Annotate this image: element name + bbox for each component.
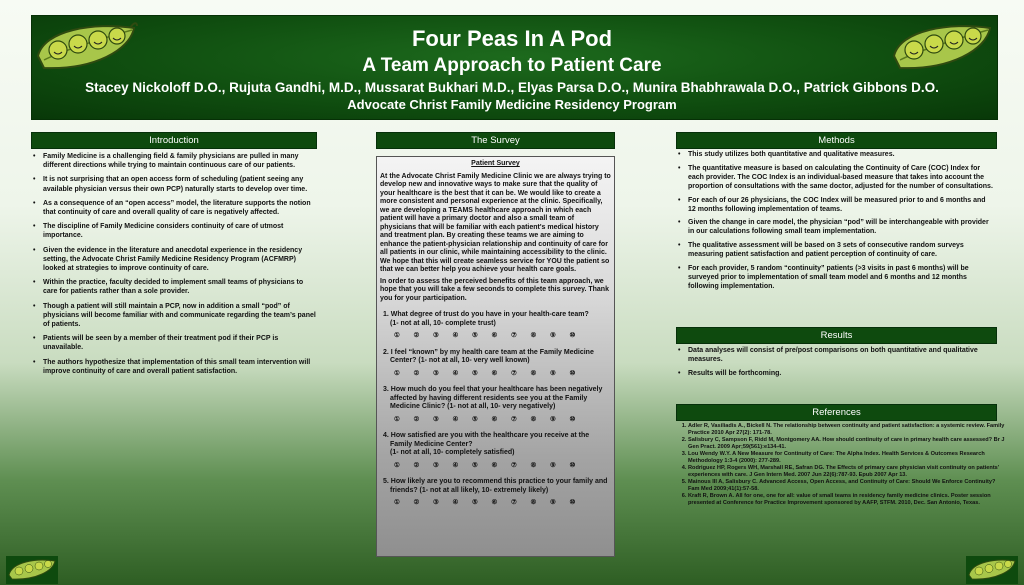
rating-option[interactable]: ⑦ <box>511 461 517 469</box>
rating-option[interactable]: ⑤ <box>472 499 478 506</box>
rating-option[interactable]: ④ <box>452 332 459 339</box>
introduction-bullet: • The discipline of Family Medicine considers continuity of care of utmost importance. <box>31 222 316 240</box>
rating-option[interactable]: ⑩ <box>569 415 576 423</box>
rating-option[interactable]: ⑩ <box>569 369 576 377</box>
rating-scale <box>380 499 611 508</box>
rating-option[interactable]: ⑦ <box>511 332 517 339</box>
reference-item: 3. Lou Wendy W.Y. A New Measure for Continuity of Care: The Alpha Index. Health Services & Outcomes Research Methodology 1:3-4 (2000): 277-289. <box>688 451 1006 465</box>
rating-scale <box>380 416 611 425</box>
references-list <box>676 423 1006 507</box>
survey-question <box>380 478 611 508</box>
results-bullet: • Results will be forthcoming. <box>676 369 994 378</box>
rating-option[interactable]: ⑥ <box>491 369 498 377</box>
rating-option[interactable]: ③ <box>433 369 439 377</box>
rating-option[interactable]: ⑨ <box>550 499 556 506</box>
survey-header: The Survey <box>376 132 615 149</box>
pea-pod-logo-bottom-left <box>4 556 60 584</box>
patient-survey-form <box>376 156 615 557</box>
survey-question <box>380 386 611 424</box>
introduction-bullet: • Though a patient will still maintain a PCP, now in addition a small “pod” of physicians will become familiar with and communicate regarding the team’s panel of patients. <box>31 302 316 330</box>
rating-option[interactable]: ① <box>394 461 400 469</box>
introduction-bullet: • The authors hypothesize that implementation of this small team intervention will improve continuity of care and overall patient satisfaction. <box>31 358 316 376</box>
rating-option[interactable]: ⑥ <box>491 499 498 506</box>
rating-option[interactable]: ⑨ <box>550 369 556 377</box>
rating-option[interactable]: ⑤ <box>472 369 478 377</box>
rating-option[interactable]: ② <box>413 461 420 469</box>
methods-bullet: • The qualitative assessment will be based on 3 sets of consecutive random surveys measuring patient satisfaction and patient perception of continuity of care. <box>676 242 994 260</box>
rating-option[interactable]: ⑩ <box>569 332 576 339</box>
results-list <box>676 346 994 384</box>
methods-bullet: • For each provider, 5 random “continuity” patients (>3 visits in past 6 months) will be surveyed prior to implementation of small team model and 6 months and 12 months following implementation. <box>676 265 994 292</box>
rating-option[interactable]: ⑧ <box>530 369 537 377</box>
methods-bullet: • The quantitative measure is based on calculating the Continuity of Care (COC) Index for each provider. The COC Index is an individual-based measure that takes into account the proportion of consultations with the same doctor, adjusted for the number of consultations. <box>676 165 994 192</box>
rating-option[interactable]: ① <box>394 499 400 506</box>
rating-option[interactable]: ⑨ <box>550 332 556 339</box>
methods-bullet: • For each of our 26 physicians, the COC Index will be measured prior to and 6 months and 12 months following implementation of teams. <box>676 197 994 215</box>
rating-scale <box>380 332 611 341</box>
methods-header: Methods <box>676 132 997 149</box>
survey-question-text: 5. How likely are you to recommend this practice to your family and friends? (1- not at all likely, 10- extremely likely) <box>383 478 608 494</box>
rating-option[interactable]: ④ <box>452 415 459 423</box>
rating-option[interactable]: ⑩ <box>569 499 576 506</box>
survey-intro-paragraph: At the Advocate Christ Family Medicine Clinic we are always trying to develop new and innovative ways to make sure that the quality of your healthcare is the best that it can be. We would like to create a more consistent and personal experience at the clinic. Specifically, we are developing a TEAMS healthcare approach in which each patient will have a primary doctor and also a small team of physicians that will be familiar with each patient's medical history and treatment plan. By creating these teams we are aiming to enhance the patient-physician relationship and continuity of care for all patients in our clinic, while maintaining accessibility to the clinic. We hope that this will create seamless service for YOU the patient so that we can better help you achieve your health care goals. <box>380 172 611 273</box>
rating-option[interactable]: ⑥ <box>491 415 498 423</box>
introduction-bullet: • It is not surprising that an open access form of scheduling (patient seeing any available physician versus their own PCP) naturally starts to develop over time. <box>31 175 316 193</box>
survey-request-paragraph: In order to assess the perceived benefits of this team approach, we hope that you will take a few seconds to complete this survey. Thank you for your participation. <box>380 277 609 302</box>
reference-item: 2. Salisbury C, Sampson F, Ridd M, Montgomery AA. How should continuity of care in primary health care assessed? Br J Gen Pract. 2009 Apr;59(561):e134-41. <box>688 437 1006 451</box>
introduction-bullet: • As a consequence of an “open access” model, the literature supports the notion that continuity of care and overall quality of care is negatively affected. <box>31 199 316 217</box>
rating-option[interactable]: ② <box>413 415 420 423</box>
pea-pod-logo-bottom-right <box>964 556 1020 584</box>
rating-option[interactable]: ⑤ <box>472 461 478 469</box>
rating-option[interactable]: ① <box>394 415 400 423</box>
methods-bullet: • This study utilizes both quantitative and qualitative measures. <box>676 151 994 160</box>
references-header: References <box>676 404 997 421</box>
survey-question <box>380 432 611 470</box>
rating-scale <box>380 462 611 471</box>
rating-option[interactable]: ⑧ <box>530 499 537 506</box>
program-name: Advocate Christ Family Medicine Residency Program <box>347 97 677 112</box>
survey-heading: Patient Survey <box>471 160 520 167</box>
survey-question-text: 2. I feel “known” by my health care team at the Family Medicine Center? (1- not at all, 10- very well known) <box>383 348 594 364</box>
survey-question <box>380 349 611 379</box>
poster-subtitle: A Team Approach to Patient Care <box>362 55 662 76</box>
rating-option[interactable]: ③ <box>433 499 439 506</box>
survey-question-text: 1. What degree of trust do you have in your health-care team? (1- not at all, 10- complete trust) <box>383 311 589 327</box>
rating-scale <box>380 370 611 379</box>
results-bullet: • Data analyses will consist of pre/post comparisons on both quantitative and qualitative measures. <box>676 346 994 364</box>
introduction-bullet: • Family Medicine is a challenging field & family physicians are pulled in many different directions while trying to maintain continuous care of our patients. <box>31 152 316 170</box>
rating-option[interactable]: ④ <box>452 369 459 377</box>
reference-item: 4. Rodriguez HP, Rogers WH, Marshall RE, Safran DG. The Effects of primary care physician visit continuity on patients’ experiences with care. J Gen Intern Med. 2007 Jun 22(6):787-93. Epub 2007 Apr 13. <box>688 465 1006 479</box>
reference-item: 1. Adler R, Vasiliadis A., Bickell N. The relationship between continuity and patient satisfaction: a systemic review. Family Practice 2010 Apr 27(2): 171-78. <box>688 423 1006 437</box>
rating-option[interactable]: ③ <box>433 415 439 423</box>
rating-option[interactable]: ⑨ <box>550 461 556 469</box>
rating-option[interactable]: ⑥ <box>491 332 498 339</box>
survey-question-text: 4. How satisfied are you with the healthcare you receive at the Family Medicine Center? (1- not at all, 10- completely satisfied) <box>383 432 590 456</box>
introduction-bullet: • Given the evidence in the literature and anecdotal experience in the residency setting, the Advocate Christ Family Medicine Residency Program (ACFMRP) looked at strategies to improve continuity of care. <box>31 246 316 274</box>
poster-title: Four Peas In A Pod <box>411 26 613 51</box>
rating-option[interactable]: ④ <box>452 499 459 506</box>
rating-option[interactable]: ② <box>413 499 420 506</box>
rating-option[interactable]: ⑦ <box>511 415 517 423</box>
methods-bullet: • Given the change in care model, the physician “pod” will be interchangeable with provider in our calculations following small team implementation. <box>676 219 994 237</box>
introduction-header: Introduction <box>31 132 317 149</box>
rating-option[interactable]: ⑤ <box>472 332 478 339</box>
rating-option[interactable]: ⑧ <box>530 461 537 469</box>
rating-option[interactable]: ⑧ <box>530 415 537 423</box>
rating-option[interactable]: ① <box>394 369 400 377</box>
rating-option[interactable]: ② <box>413 332 420 339</box>
rating-option[interactable]: ⑩ <box>569 461 576 469</box>
reference-item: 5. Mainous III A, Salisbury C. Advanced Access, Open Access, and Continuity of Care: Should We Enforce Continuity? Fam Med 2009;41(1):57-58. <box>688 479 1006 493</box>
rating-option[interactable]: ⑦ <box>511 369 517 377</box>
survey-question <box>380 311 611 341</box>
authors-line: Stacey Nickoloff D.O., Rujuta Gandhi, M.D., Mussarat Bukhari M.D., Elyas Parsa D.O., Munira Bhabhrawala D.O., Patrick Gibbons D.O. <box>85 80 939 95</box>
rating-option[interactable]: ⑧ <box>530 332 537 339</box>
rating-option[interactable]: ⑨ <box>550 415 556 423</box>
introduction-bullet: • Within the practice, faculty decided to implement small teams of physicians to care for patients rather than a sole provider. <box>31 278 316 296</box>
methods-list <box>676 151 994 297</box>
rating-option[interactable]: ③ <box>433 332 439 339</box>
rating-option[interactable]: ② <box>413 369 420 377</box>
survey-question-text: 3. How much do you feel that your healthcare has been negatively affected by having different residents see you at the Family Medicine Clinic? (1- not at all, 10- very negatively) <box>383 386 603 410</box>
reference-item: 6. Kraft R, Brown A. All for one, one for all: value of small teams in residency family medicine clinics. Poster session presented at Conference for Practice Improvement sponsored by AAFP, STFM. 2010, Dec. San Antonio, Texas. <box>688 493 1006 507</box>
rating-option[interactable]: ③ <box>433 461 439 469</box>
rating-option[interactable]: ④ <box>452 461 459 469</box>
rating-option[interactable]: ⑥ <box>491 461 498 469</box>
results-header: Results <box>676 327 997 344</box>
rating-option[interactable]: ⑤ <box>472 415 478 423</box>
rating-option[interactable]: ⑦ <box>511 499 517 506</box>
introduction-list <box>31 152 316 381</box>
rating-option[interactable]: ① <box>394 332 400 339</box>
introduction-bullet: • Patients will be seen by a member of their treatment pod if their PCP is unavailable. <box>31 334 316 352</box>
